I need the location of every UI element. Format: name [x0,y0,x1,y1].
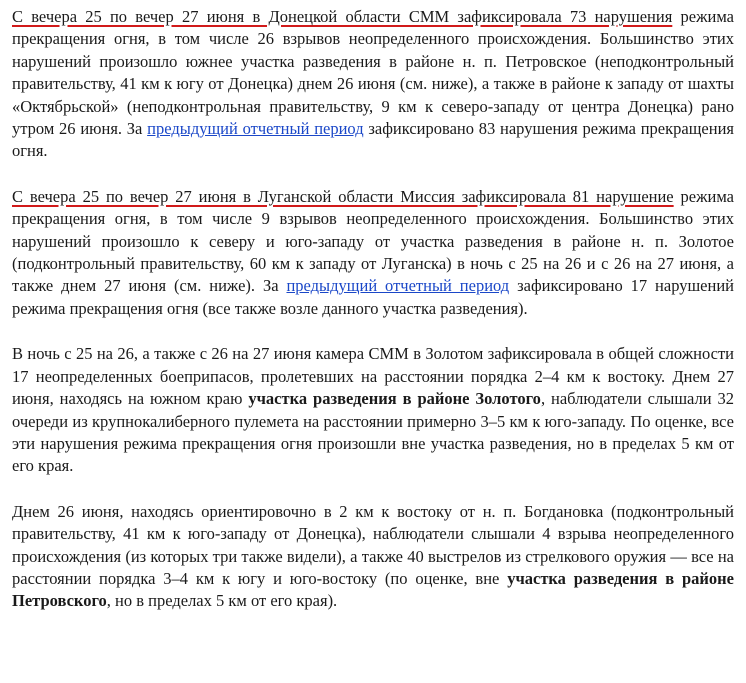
previous-period-link[interactable]: предыдущий отчетный период [286,276,510,296]
paragraph-text: В ночь с 25 на 26, а также с 26 на 27 июня камера СММ в Золотом зафиксировала в общей сложности 17 неопределенных боеприпасов, пролетевших на расстоянии порядка 2–4 км к востоку. Днем 27 июня, находясь на южном краю [12,344,734,409]
paragraph-luhansk [12,186,734,320]
paragraph-text: зафиксировано 83 нарушения режима прекращения огня. [12,119,734,161]
paragraph-donetsk [12,6,734,163]
bold-disengagement-area: участка разведения в районе Петровского [12,568,734,611]
bold-disengagement-area: участка разведения в районе Золотого [248,389,541,409]
previous-period-link[interactable]: предыдущий отчетный период [147,119,364,139]
underlined-summary-luhansk: С вечера 25 по вечер 27 июня в Луганской области Миссия зафиксировала 81 нарушение [12,186,674,206]
paragraph-text: Днем 26 июня, находясь ориентировочно в 2 км к востоку от н. п. Богдановка (подконтрольный правительству, 41 км к юго-западу от Донецка), наблюдатели слышали 4 взрыва неопределенного происхождения (из которых три также видели), а также 40 выстрелов из стрелкового оружия — все на расстоянии порядка 3–4 км к югу и юго-востоку (по оценке, вне [12,501,734,588]
paragraph-text: режима прекращения огня, в том числе 26 взрывов неопределенного происхождения. Большинство этих нарушений произошло южнее участка разведения в районе н. п. Петровское (неподконтрольный правительству, 41 км к югу от Донецка) днем 26 июня (см. ниже), а также в районе к западу от шахты «Октябрьской» (неподконтрольная правительству, 9 км к северо-западу от центра Донецка) рано утром 26 июня. За [12,7,734,139]
paragraph-text: зафиксировано 17 нарушений режима прекращения огня (все также возле данного участка разведения). [12,276,734,318]
paragraph-petrivske [12,501,734,613]
underlined-summary-donetsk: С вечера 25 по вечер 27 июня в Донецкой области СММ зафиксировала 73 нарушения [12,7,673,26]
paragraph-text: режима прекращения огня, в том числе 9 взрывов неопределенного происхождения. Большинство этих нарушений произошло к северу и юго-западу от участка разведения в районе н. п. Золотое (подконтрольный правительству, 60 км к западу от Луганска) в ночь с 25 на 26 и с 26 на 27 июня, а также днем 27 июня (см. ниже). За [12,186,734,296]
paragraph-text: , но в пределах 5 км от его края). [106,591,338,611]
paragraph-text: , наблюдатели слышали 32 очереди из крупнокалиберного пулемета на расстоянии примерно 3–5 км к юго-западу. По оценке, все эти нарушения режима прекращения огня произошли вне участка разведения, но в пределах 5 км от его края. [12,389,734,476]
paragraph-zolote [12,343,734,477]
